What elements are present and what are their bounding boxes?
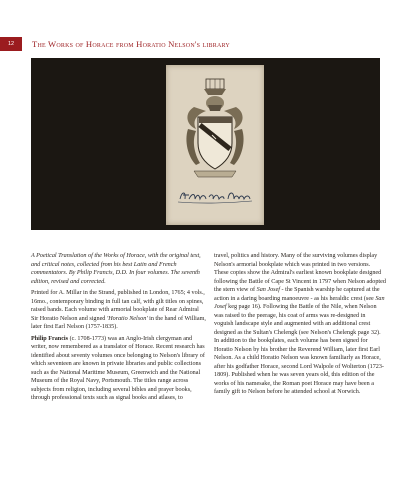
right-column bbox=[214, 252, 386, 400]
author-name: Philip Francis bbox=[31, 335, 69, 342]
page-number: 12 bbox=[7, 41, 15, 47]
figure-caption: A Poetical Translation of the Works of Horace, with the original text, and critical notes, collected from his best Latin and French commentators. By Philip Francis, D.D. In four volumes. The seventh edition, revised and corrected. bbox=[31, 253, 201, 285]
biography-paragraph bbox=[31, 335, 206, 403]
bookplate-photo bbox=[31, 58, 380, 230]
description-text-end: in the hand of William, later first Earl Nelson (1757-1835). bbox=[31, 315, 206, 331]
history-text-c: keg page 16). Following the Battle of the Nile, when Nelson was raised to the peerage, his coat of arms was re-designed in voguish landscape style and augmented with an additional crest designed as the Sultan's Chelengk (see Nelson's Chelengk page 32). In addition to the bookplates, each volume has been signed for Horatio Nelson by his brother the Reverend William, later first Earl Nelson. As a child Horatio Nelson was known familiarly as Horace, after his godfather Horace, second Lord Walpole of Wolterton (1723-1809). Published when he was seven years old, this edition of the works of his namesake, the Roman poet Horace may have been a family gift to Nelson before he attended school at Norwich. bbox=[214, 304, 384, 395]
description-paragraph bbox=[31, 289, 206, 332]
left-column bbox=[31, 252, 206, 406]
description-text: Printed for A. Millar in the Strand, published in London, 1765; 4 vols., 16mo., contemporary binding in full tan calf, with gilt titles on spines, raised bands. Each volume with armorial bookplate of Rear Admiral Sir Horatio Nelson and signed bbox=[31, 290, 205, 322]
running-title: The Works of Horace from Horatio Nelson's library bbox=[32, 39, 230, 49]
biography-text: (c. 1708-1773) was an Anglo-Irish clergyman and writer, now remembered as a translator of Horace. Recent research has identified about seventy volumes once belonging to Nelson's library of which seventeen are known in private libraries and public collections such as the National Maritime Museum, Greenwich and the National Museum of the Royal Navy, Portsmouth. The titles range across subjects from religion, including several bibles and prayer books, through professional texts such as signal books and atlases, to bbox=[31, 335, 205, 402]
history-text-a: travel, politics and history. Many of the surviving volumes display Nelson's armorial bookplate which was printed in two versions. These copies show the Admiral's earliest known bookplate designed following the Battle of Cape St Vincent in 1797 when Nelson adopted the stern view of bbox=[214, 253, 386, 293]
crest-ship-icon bbox=[204, 79, 226, 95]
page-number-badge bbox=[0, 37, 22, 51]
coat-of-arms-icon bbox=[166, 65, 264, 225]
helmet-icon bbox=[206, 96, 224, 111]
history-text-b: - the Spanish warship he captured at the action in a daring boarding manoeuvre - as his heraldic crest (see bbox=[214, 287, 380, 302]
history-paragraph bbox=[214, 252, 386, 397]
ship-name-ref: San Josef bbox=[214, 295, 385, 310]
signature-quote: 'Horatio Nelson' bbox=[106, 315, 148, 322]
ship-name: San Josef bbox=[256, 287, 281, 293]
armorial-bookplate bbox=[166, 65, 264, 225]
shield-icon bbox=[198, 117, 232, 169]
handwritten-signature bbox=[178, 193, 252, 203]
